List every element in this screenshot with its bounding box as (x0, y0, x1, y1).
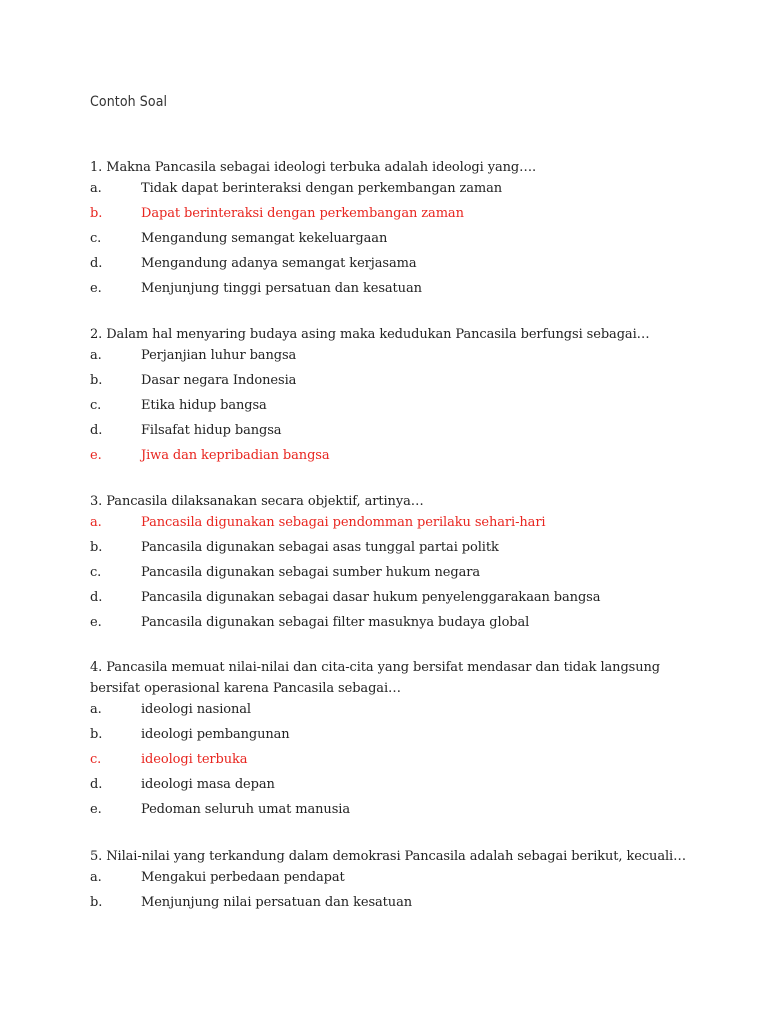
option-text: Dasar negara Indonesia (141, 373, 297, 388)
question-2 (90, 324, 690, 470)
option-d (90, 587, 690, 612)
option-text: ideologi masa depan (141, 777, 275, 792)
option-d (90, 253, 690, 278)
option-a-correct (90, 512, 690, 537)
option-text: Pancasila digunakan sebagai sumber hukum negara (141, 565, 481, 580)
option-letter: a. (90, 702, 102, 717)
option-letter: a. (90, 515, 102, 530)
option-c (90, 228, 690, 253)
option-letter: b. (90, 373, 103, 388)
option-d (90, 420, 690, 445)
option-text: Pedoman seluruh umat manusia (141, 802, 350, 817)
option-letter: c. (90, 752, 102, 767)
option-letter: b. (90, 206, 103, 221)
option-letter: d. (90, 256, 103, 271)
option-a (90, 867, 690, 892)
option-letter: b. (90, 727, 103, 742)
option-a (90, 178, 690, 203)
question-text: 2. Dalam hal menyaring budaya asing maka kedudukan Pancasila berfungsi sebagai… (90, 327, 650, 342)
question-text: 4. Pancasila memuat nilai-nilai dan cita-cita yang bersifat mendasar dan tidak langsung bersifat operasional karena Pancasila sebagai… (90, 660, 661, 696)
option-letter: c. (90, 398, 102, 413)
option-letter: a. (90, 870, 102, 885)
option-letter: a. (90, 181, 102, 196)
option-c-correct (90, 749, 690, 774)
option-c (90, 562, 690, 587)
option-text: ideologi pembangunan (141, 727, 290, 742)
question-1 (90, 157, 690, 303)
option-letter: a. (90, 348, 102, 363)
option-letter: c. (90, 231, 102, 246)
option-text: ideologi terbuka (141, 752, 248, 767)
option-c (90, 395, 690, 420)
option-text: Jiwa dan kepribadian bangsa (141, 448, 330, 463)
option-text: Menjunjung nilai persatuan dan kesatuan (141, 895, 413, 910)
option-e (90, 612, 690, 637)
option-letter: d. (90, 423, 103, 438)
option-b (90, 724, 690, 749)
option-text: Mengandung adanya semangat kerjasama (141, 256, 417, 271)
option-letter: e. (90, 802, 102, 817)
option-text: Dapat berinteraksi dengan perkembangan zaman (141, 206, 464, 221)
option-text: Mengakui perbedaan pendapat (141, 870, 345, 885)
option-text: Perjanjian luhur bangsa (141, 348, 297, 363)
option-text: Menjunjung tinggi persatuan dan kesatuan (141, 281, 422, 296)
option-e (90, 799, 690, 824)
option-letter: d. (90, 777, 103, 792)
option-b-correct (90, 203, 690, 228)
option-a (90, 345, 690, 370)
option-text: Tidak dapat berinteraksi dengan perkembangan zaman (141, 181, 503, 196)
question-text: 1. Makna Pancasila sebagai ideologi terbuka adalah ideologi yang…. (90, 160, 537, 175)
option-letter: e. (90, 615, 102, 630)
question-text: 5. Nilai-nilai yang terkandung dalam demokrasi Pancasila adalah sebagai berikut, kecuali… (90, 849, 686, 864)
option-text: Pancasila digunakan sebagai asas tunggal partai politk (141, 540, 499, 555)
option-text: Etika hidup bangsa (141, 398, 267, 413)
question-3 (90, 491, 690, 637)
option-a (90, 699, 690, 724)
option-b (90, 370, 690, 395)
option-letter: c. (90, 565, 102, 580)
option-letter: b. (90, 895, 103, 910)
option-text: ideologi nasional (141, 702, 251, 717)
option-text: Pancasila digunakan sebagai filter masuknya budaya global (141, 615, 530, 630)
option-e (90, 278, 690, 303)
document-title: Contoh Soal (90, 94, 168, 110)
option-d (90, 774, 690, 799)
option-text: Pancasila digunakan sebagai pendomman perilaku sehari-hari (141, 515, 546, 530)
question-text: 3. Pancasila dilaksanakan secara objektif, artinya… (90, 494, 424, 509)
option-b (90, 892, 690, 917)
option-letter: b. (90, 540, 103, 555)
option-letter: e. (90, 448, 102, 463)
option-b (90, 537, 690, 562)
question-5 (90, 846, 690, 917)
option-text: Filsafat hidup bangsa (141, 423, 282, 438)
option-e-correct (90, 445, 690, 470)
option-text: Pancasila digunakan sebagai dasar hukum penyelenggarakaan bangsa (141, 590, 601, 605)
option-text: Mengandung semangat kekeluargaan (141, 231, 388, 246)
option-letter: d. (90, 590, 103, 605)
question-4 (90, 657, 690, 824)
option-letter: e. (90, 281, 102, 296)
